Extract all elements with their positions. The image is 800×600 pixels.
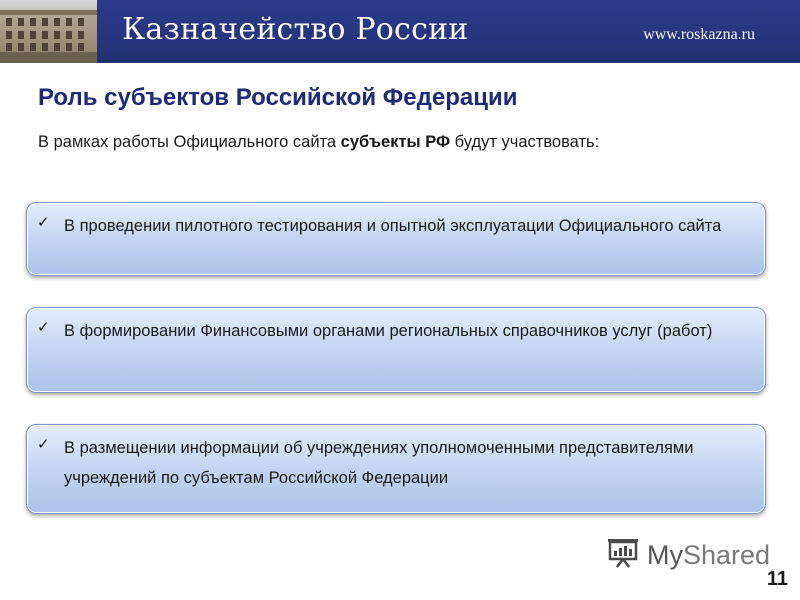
bullet-box-2 [26, 307, 766, 393]
check-icon: ✓ [37, 319, 50, 336]
subtitle-bold: субъекты РФ [340, 133, 451, 151]
watermark-logo [607, 536, 771, 572]
header-title: Казначейство России [122, 12, 469, 47]
bullet-box-1 [26, 202, 766, 276]
slide-subtitle [38, 133, 599, 152]
check-icon: ✓ [37, 436, 50, 453]
header-url[interactable]: www.roskazna.ru [643, 26, 755, 43]
bullet-text-1: В проведении пилотного тестирования и опытной эксплуатации Официального сайта [64, 217, 722, 235]
watermark-shared: Shared [683, 540, 771, 570]
presentation-board-icon [607, 538, 639, 568]
bullet-text-2: В формировании Финансовыми органами региональных справочников услуг (работ) [64, 322, 713, 340]
subtitle-prefix: В рамках работы Официального сайта [38, 133, 341, 151]
bullet-text-3: В размещении информации об учреждениях уполномоченными представителями учреждений по субъектам Российской Федерации [64, 439, 694, 487]
page-number: 11 [766, 568, 788, 590]
watermark-my: My [647, 540, 683, 570]
slide-title: Роль субъектов Российской Федерации [38, 84, 518, 111]
bullet-box-3 [26, 424, 766, 514]
subtitle-suffix: будут участвовать: [450, 133, 600, 151]
check-icon: ✓ [37, 214, 50, 231]
header-banner [0, 0, 800, 63]
watermark-text [647, 540, 770, 571]
building-photo [0, 0, 97, 63]
